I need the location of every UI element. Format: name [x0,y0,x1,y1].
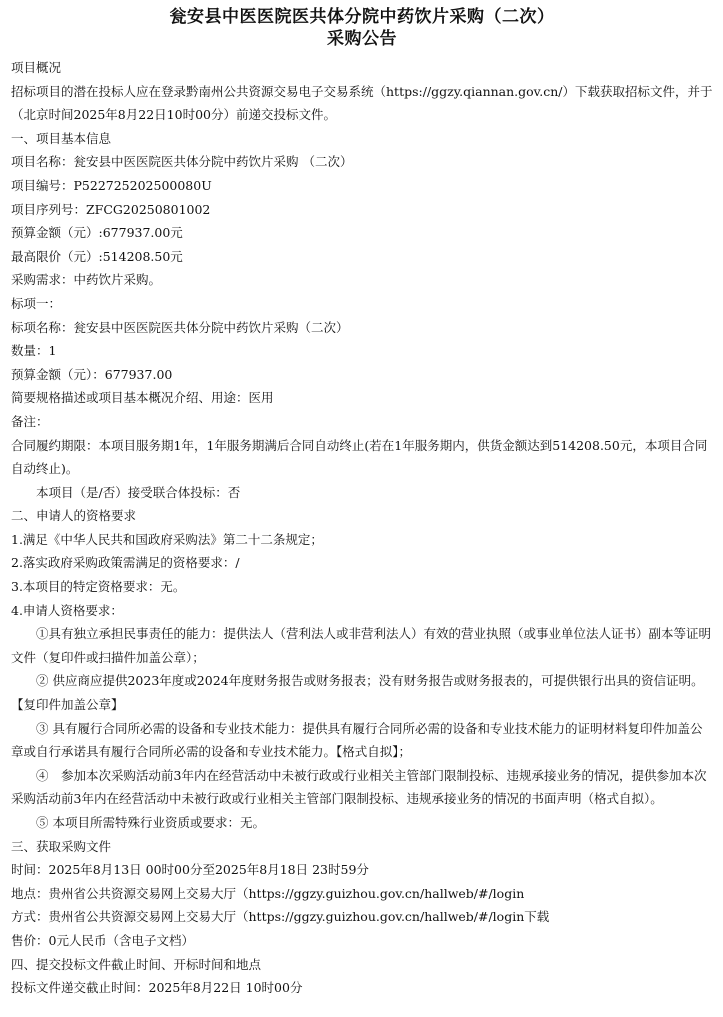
project-number: 项目编号：P522725202500080U [11,177,212,193]
lot-name: 标项名称：瓮安县中医医院医共体分院中药饮片采购（二次） [11,319,349,335]
lot-heading: 标项一： [11,295,62,311]
qualification-item-2: ② 供应商应提供2023年度或2024年度财务报告或财务报表；没有财务报告或财务报表的，可提供银行出具的资信证明。【复印件加盖公章】 [11,673,704,713]
document-time: 时间：2025年8月13日 00时00分至2025年8月18日 23时59分 [11,862,369,878]
project-name: 项目名称：瓮安县中医医院医共体分院中药饮片采购 （二次） [11,154,353,170]
consortium-bid: 本项目（是/否）接受联合体投标：否 [36,484,241,500]
document-method: 方式：贵州省公共资源交易网上交易大厅（https://ggzy.guizhou.gov.cn/hallweb/#/login下载 [11,909,550,925]
requirement-3: 3.本项目的特定资格要求：无。 [11,579,186,595]
section3-heading: 三、获取采购文件 [11,838,112,854]
qualification-item-4: ④ 参加本次采购活动前3年内在经营活动中未被行政或行业相关主管部门限制投标、违规承接业务的情况，提供参加本次采购活动前3年内在经营活动中未被行政或行业相关主管部门限制投标、违规承接业务的情况的书面声明（格式自拟）。 [11,767,707,807]
overview-heading: 项目概况 [11,60,62,75]
contract-period: 合同履约期限：本项目服务期1年，1年服务期满后合同自动终止(若在1年服务期内，供货金额达到514208.50元，本项目合同自动终止)。 [11,437,708,477]
requirement-1: 1.满足《中华人民共和国政府采购法》第二十二条规定； [11,531,323,547]
document-place: 地点：贵州省公共资源交易网上交易大厅（https://ggzy.guizhou.gov.cn/hallweb/#/login [11,885,525,901]
requirement-4: 4.申请人资格要求： [11,602,123,618]
qualification-item-5: ⑤ 本项目所需特殊行业资质或要求：无。 [36,815,265,830]
procurement-demand: 采购需求：中药饮片采购。 [11,272,162,288]
document-price: 售价：0元人民币（含电子文档） [11,932,194,948]
max-price: 最高限价（元）:514208.50元 [11,248,183,264]
section1-heading: 一、项目基本信息 [11,130,112,146]
requirement-2: 2.落实政府采购政策需满足的资格要求：/ [11,555,240,571]
qualification-item-3: ③ 具有履行合同所必需的设备和专业技术能力：提供具有履行合同所必需的设备和专业技术能力的证明材料复印件加盖公章或自行承诺具有履行合同所必需的设备和专业技术能力。【格式自拟】； [11,720,703,760]
bid-deadline: 投标文件递交截止时间：2025年8月22日 10时00分 [11,980,303,996]
section2-heading: 二、申请人的资格要求 [11,508,137,524]
lot-quantity: 数量：1 [11,343,57,359]
project-sequence: 项目序列号：ZFCG20250801002 [11,201,211,217]
budget-amount: 预算金额（元）:677937.00元 [11,225,183,241]
lot-spec: 简要规格描述或项目基本概况介绍、用途：医用 [11,390,274,406]
overview-text: 招标项目的潜在投标人应在登录黔南州公共资源交易电子交易系统（https://ggzy.qiannan.gov.cn/）下载获取招标文件，并于（北京时间2025年8月22日10时00分）前递交投标文件。 [11,83,713,123]
lot-budget: 预算金额（元）：677937.00 [11,366,173,382]
page-title: 瓮安县中医医院医共体分院中药饮片采购（二次） [169,7,555,27]
section4-heading: 四、提交投标文件截止时间、开标时间和地点 [11,956,262,972]
qualification-item-1: ①具有独立承担民事责任的能力：提供法人（营利法人或非营利法人）有效的营业执照（或事业单位法人证书）副本等证明文件（复印件或扫描件加盖公章）； [11,626,712,665]
remark: 备注： [11,413,49,429]
page-subtitle: 采购公告 [327,29,397,49]
